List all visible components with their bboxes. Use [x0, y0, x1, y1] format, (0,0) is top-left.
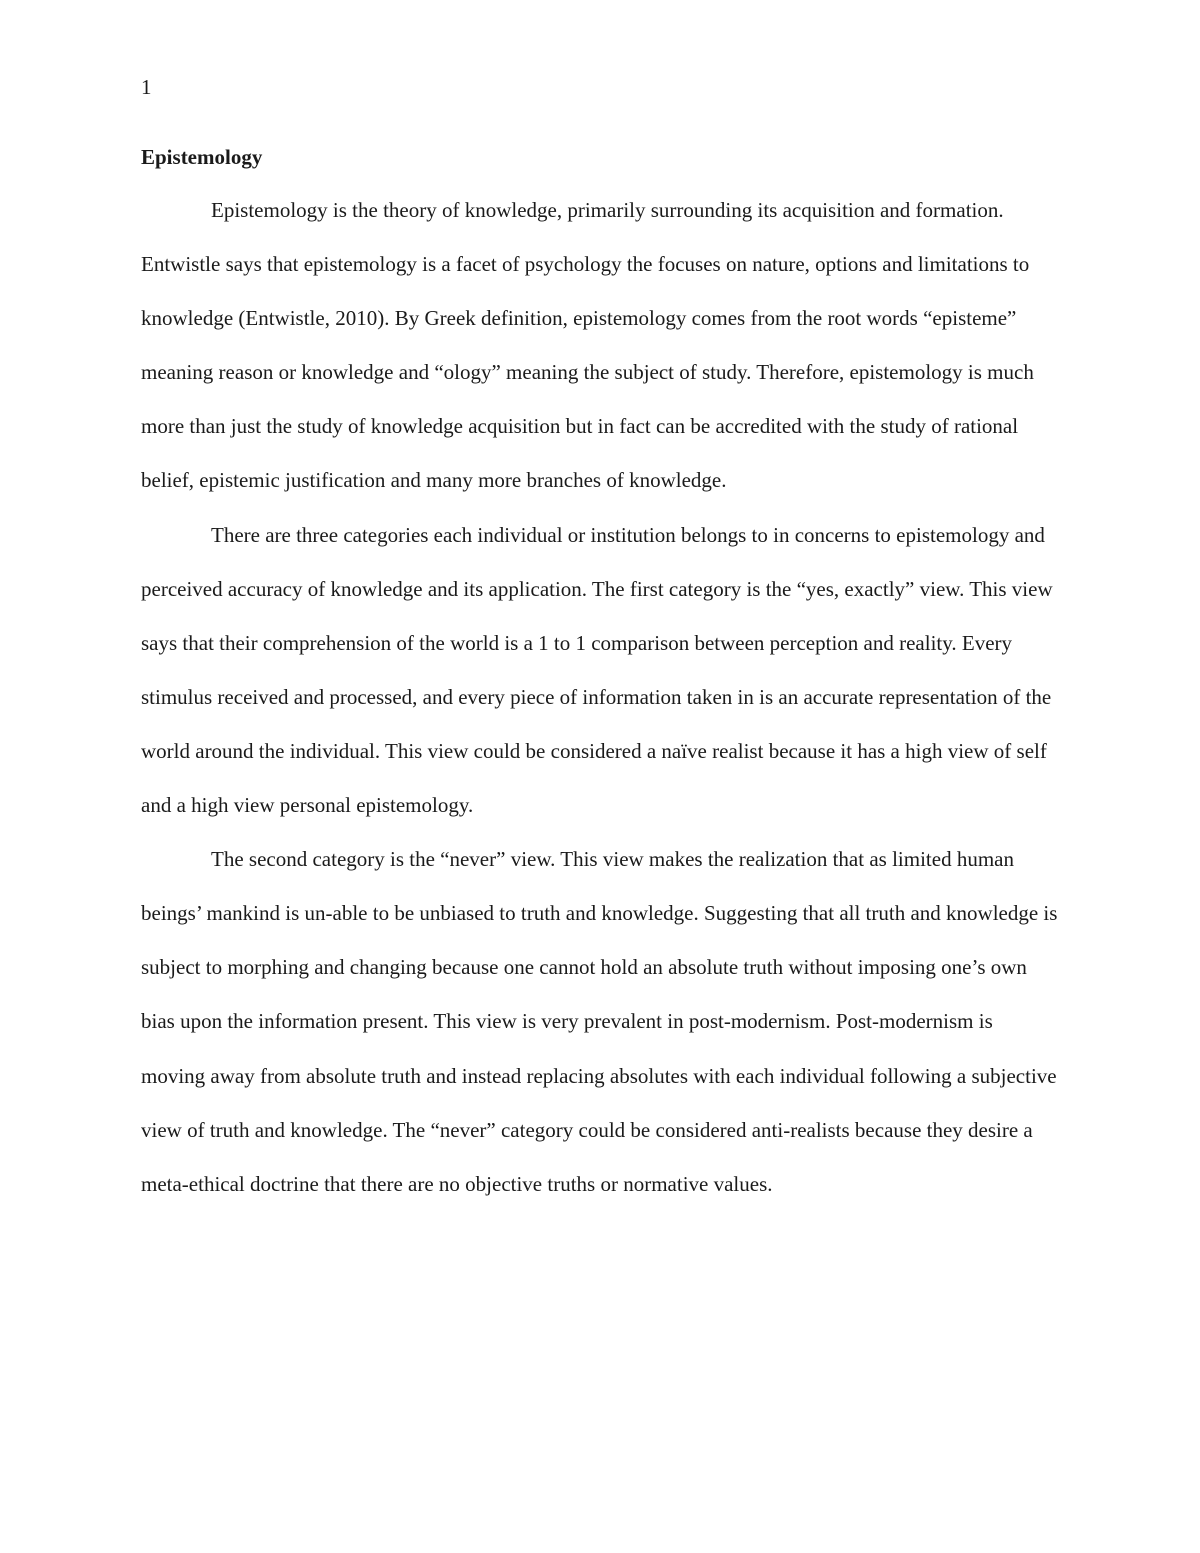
paragraph-yes-exactly-view: There are three categories each individual or institution belongs to in concerns to epistemology and perceived accuracy of knowledge and its application. The first category is the “yes, exactly” view. This view says that their comprehension of the world is a 1 to 1 comparison between perception and reality. Every stimulus received and processed, and every piece of information taken in is an accurate representation of the world around the individual. This view could be considered a naïve realist because it has a high view of self and a high view personal epistemology. [141, 522, 1053, 818]
paragraph-never-view: The second category is the “never” view. This view makes the realization that as limited human beings’ mankind is un-able to be unbiased to truth and knowledge. Suggesting that all truth and knowledge is subject to morphing and changing because one cannot hold an absolute truth without imposing one’s own bias upon the information present. This view is very prevalent in post-modernism. Post-modernism is moving away from absolute truth and instead replacing absolutes with each individual following a subjective view of truth and knowledge. The “never” category could be considered anti-realists because they desire a meta-ethical doctrine that there are no objective truths or normative values. [141, 847, 1058, 1196]
page-number: 1 [141, 75, 152, 99]
document-body [141, 183, 1061, 1211]
document-title: Epistemology [141, 145, 263, 169]
paragraph-definition: Epistemology is the theory of knowledge, primarily surrounding its acquisition and formation. Entwistle says that epistemology is a facet of psychology the focuses on nature, options and limitations to knowledge (Entwistle, 2010). By Greek definition, epistemology comes from the root words “episteme” meaning reason or knowledge and “ology” meaning the subject of study. Therefore, epistemology is much more than just the study of knowledge acquisition but in fact can be accredited with the study of rational belief, epistemic justification and many more branches of knowledge. [141, 198, 1034, 493]
